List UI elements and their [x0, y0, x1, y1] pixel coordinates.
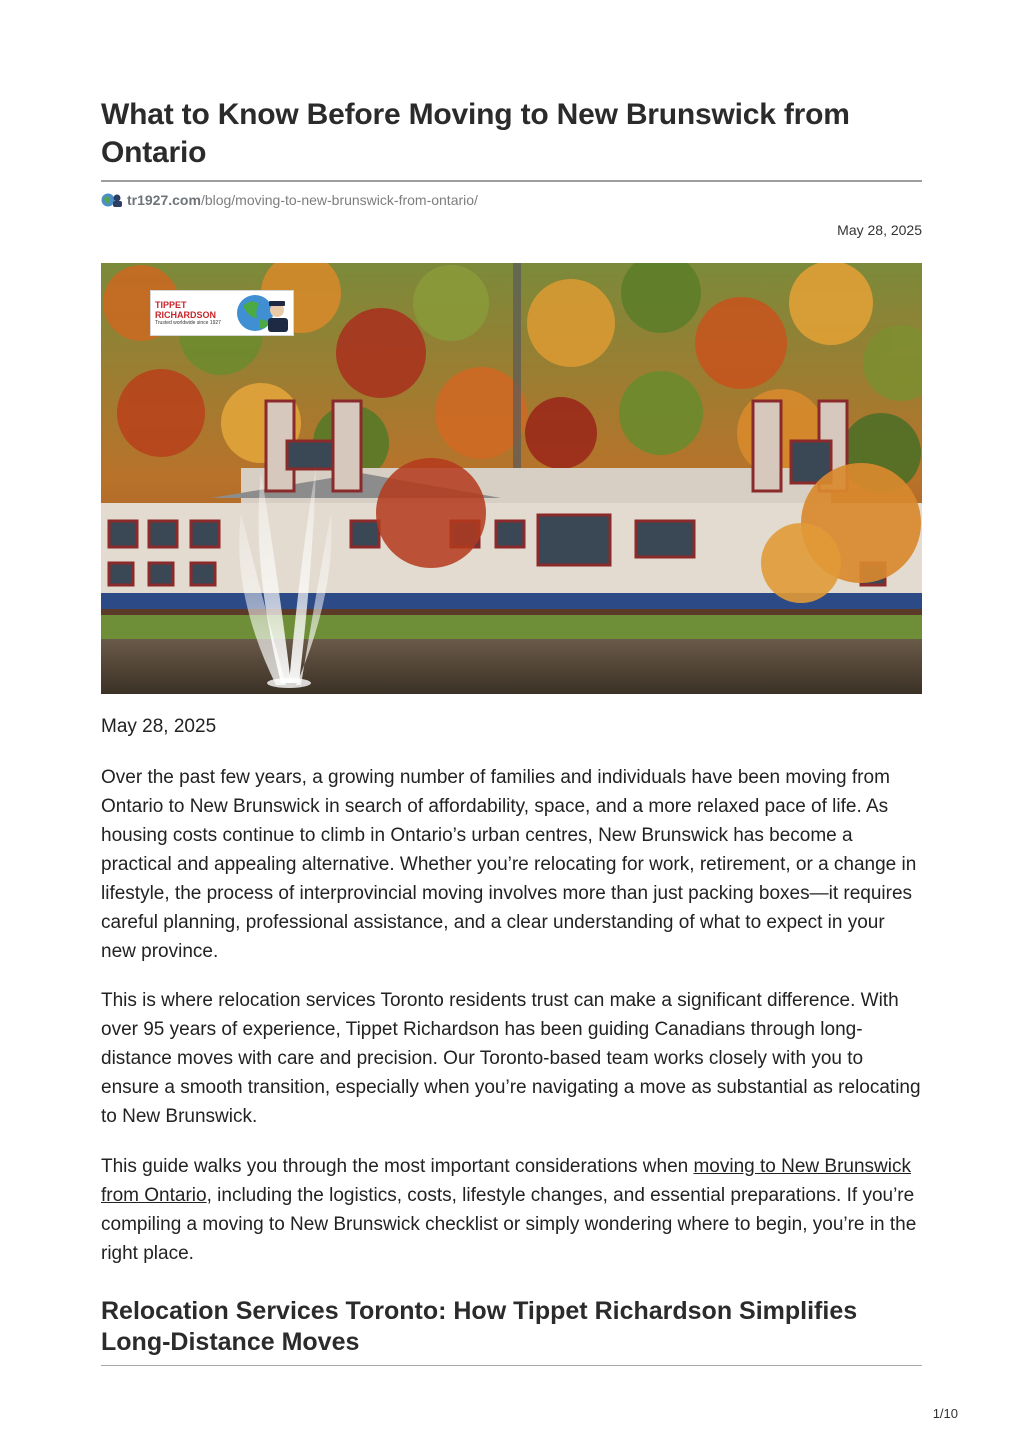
site-favicon-icon: [101, 192, 123, 208]
page-indicator: 1/10: [932, 1406, 958, 1421]
company-logo-badge: [150, 290, 294, 336]
header-date: May 28, 2025: [837, 222, 922, 238]
source-domain[interactable]: tr1927.com: [127, 192, 201, 208]
source-path[interactable]: /blog/moving-to-new-brunswick-from-ontario/: [200, 192, 478, 208]
section-divider: [101, 1365, 922, 1366]
logo-name-line-2: RICHARDSON: [155, 309, 217, 320]
paragraph-guide-text-start: This guide walks you through the most important considerations when: [101, 1156, 694, 1177]
article-title: What to Know Before Moving to New Brunswick from Ontario: [101, 98, 850, 169]
paragraph-intro: Over the past few years, a growing number of families and individuals have been moving from Ontario to New Brunswick in search of affordability, space, and a more relaxed pace of life. As housing costs continue to climb in Ontario’s urban centres, New Brunswick has become a practical and appealing alternative. Whether you’re relocating for work, retirement, or a change in lifestyle, the process of interprovincial moving involves more than just packing boxes—it requires careful planning, professional assistance, and a clear understanding of what to expect in your new province.: [101, 767, 917, 962]
logo-name-line-1: TIPPET: [155, 299, 187, 310]
source-line: [101, 191, 478, 209]
paragraph-guide-text-end: , including the logistics, costs, lifestyle changes, and essential preparations. If you’re compiling a moving to New Brunswick checklist or simply wondering where to begin, you’re in the right place.: [101, 1185, 917, 1264]
globe-captain-icon: [235, 292, 293, 334]
paragraph-relocation-services: This is where relocation services Toronto residents trust can make a significant difference. With over 95 years of experience, Tippet Richardson has been guiding Canadians through long-distance moves with care and precision. Our Toronto-based team works closely with you to ensure a smooth transition, especially when you’re navigating a move as substantial as relocating to New Brunswick.: [101, 990, 921, 1127]
hero-image: [101, 263, 922, 694]
title-divider: [101, 180, 922, 182]
logo-tagline: Trusted worldwide since 1927: [155, 319, 221, 326]
section-heading: Relocation Services Toronto: How Tippet Richardson Simplifies Long-Distance Moves: [101, 1297, 858, 1356]
paragraph-guide: [101, 1152, 922, 1268]
article-date: May 28, 2025: [101, 716, 217, 737]
moving-to-new-brunswick-link[interactable]: moving to New Brunswick from Ontario: [101, 1156, 912, 1206]
